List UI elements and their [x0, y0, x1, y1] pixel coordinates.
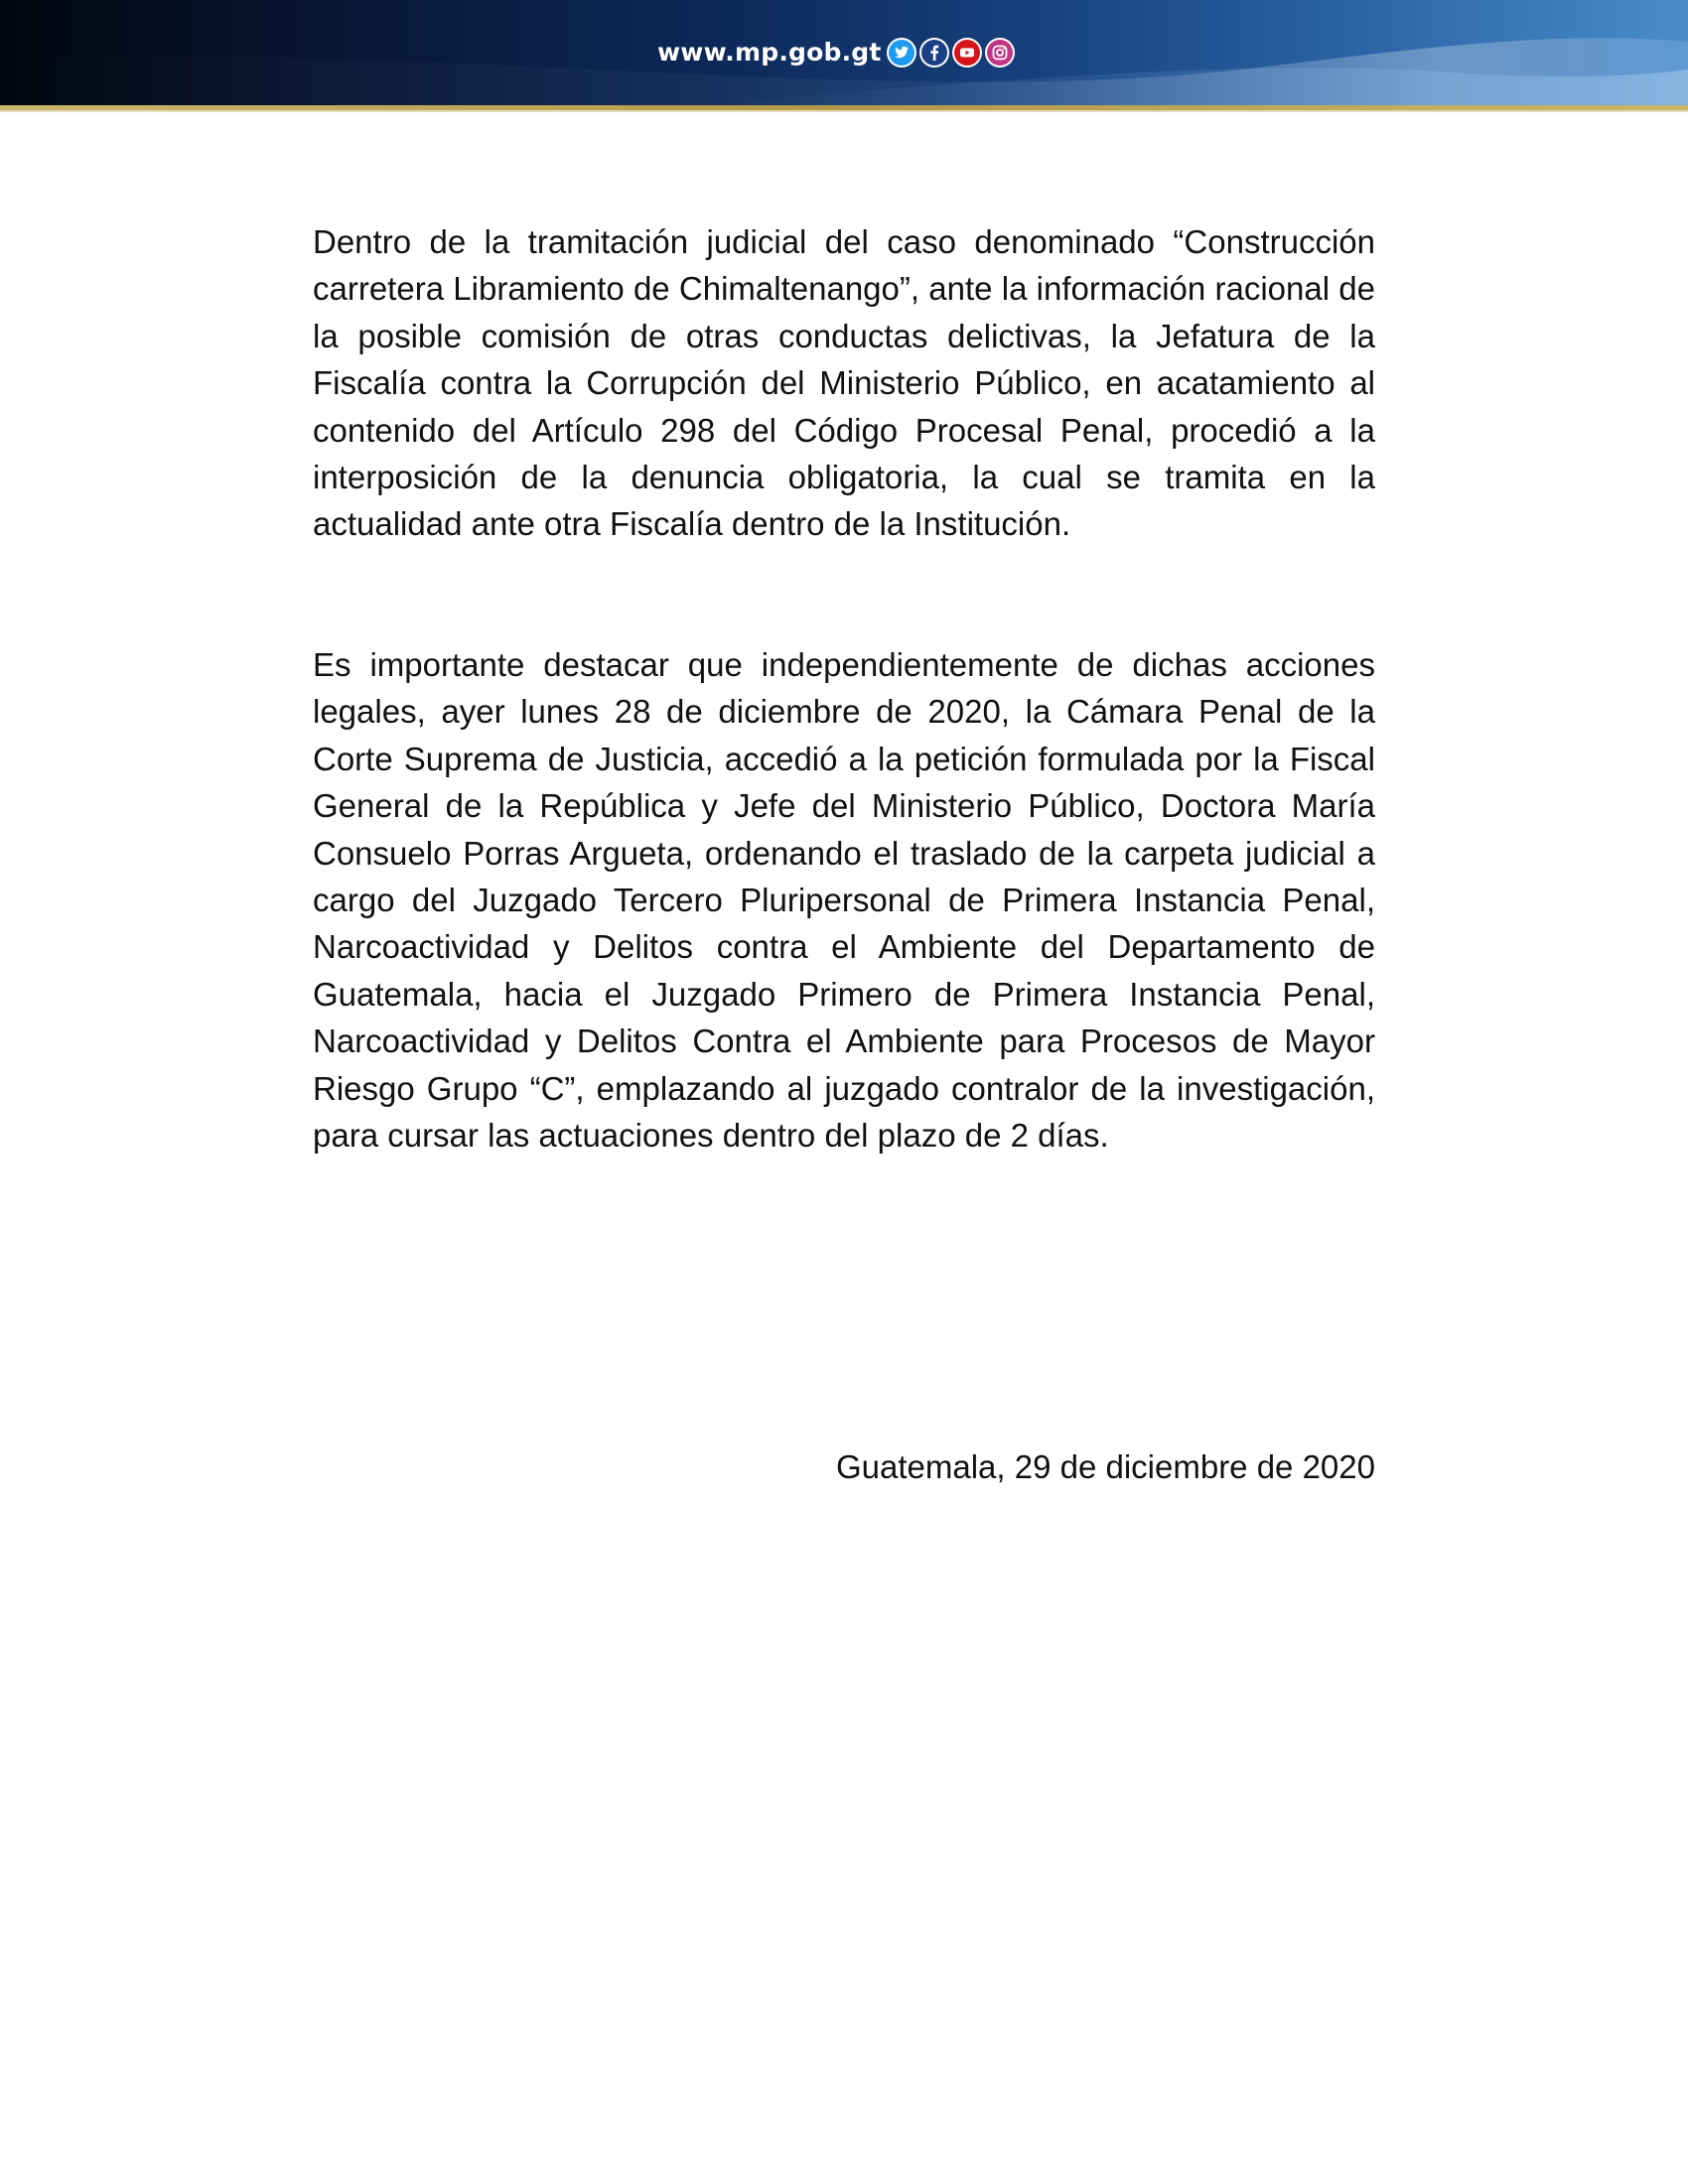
facebook-icon[interactable] [919, 38, 949, 68]
social-icons [887, 38, 1015, 68]
youtube-icon[interactable] [952, 38, 982, 68]
instagram-icon[interactable] [985, 38, 1015, 68]
paragraph-2: Es importante destacar que independientemente de dichas acciones legales, ayer lunes 28 de diciembre de 2020, la Cámara Penal de la Corte Suprema de Justicia, accedió a la petición formulada por la Fiscal General de la República y Jefe del Ministerio Público, Doctora María Consuelo Porras Argueta, ordenando el traslado de la carpeta judicial a cargo del Juzgado Tercero Pluripersonal de Primera Instancia Penal, Narcoactividad y Delitos contra el Ambiente del Departamento de Guatemala, hacia el Juzgado Primero de Primera Instancia Penal, Narcoactividad y Delitos Contra el Ambiente para Procesos de Mayor Riesgo Grupo “C”, emplazando al juzgado contralor de la investigación, para cursar las actuaciones dentro del plazo de 2 días. [313, 646, 1375, 1155]
header-rule-shadow [0, 110, 1688, 112]
twitter-icon[interactable] [887, 38, 916, 68]
header-banner [0, 0, 1688, 105]
paragraph-1: Dentro de la tramitación judicial del caso denominado “Construcción carretera Libramiento de Chimaltenango”, ante la información racional de la posible comisión de otras conductas delictivas, la Jefatura de la Fiscalía contra la Corrupción del Ministerio Público, en acatamiento al contenido del Artículo 298 del Código Procesal Penal, procedió a la interposición de la denuncia obligatoria, la cual se tramita en la actualidad ante otra Fiscalía dentro de la Institución. [313, 223, 1375, 543]
website-url[interactable]: www.mp.gob.gt [657, 38, 882, 67]
dateline: Guatemala, 29 de diciembre de 2020 [835, 1448, 1375, 1485]
